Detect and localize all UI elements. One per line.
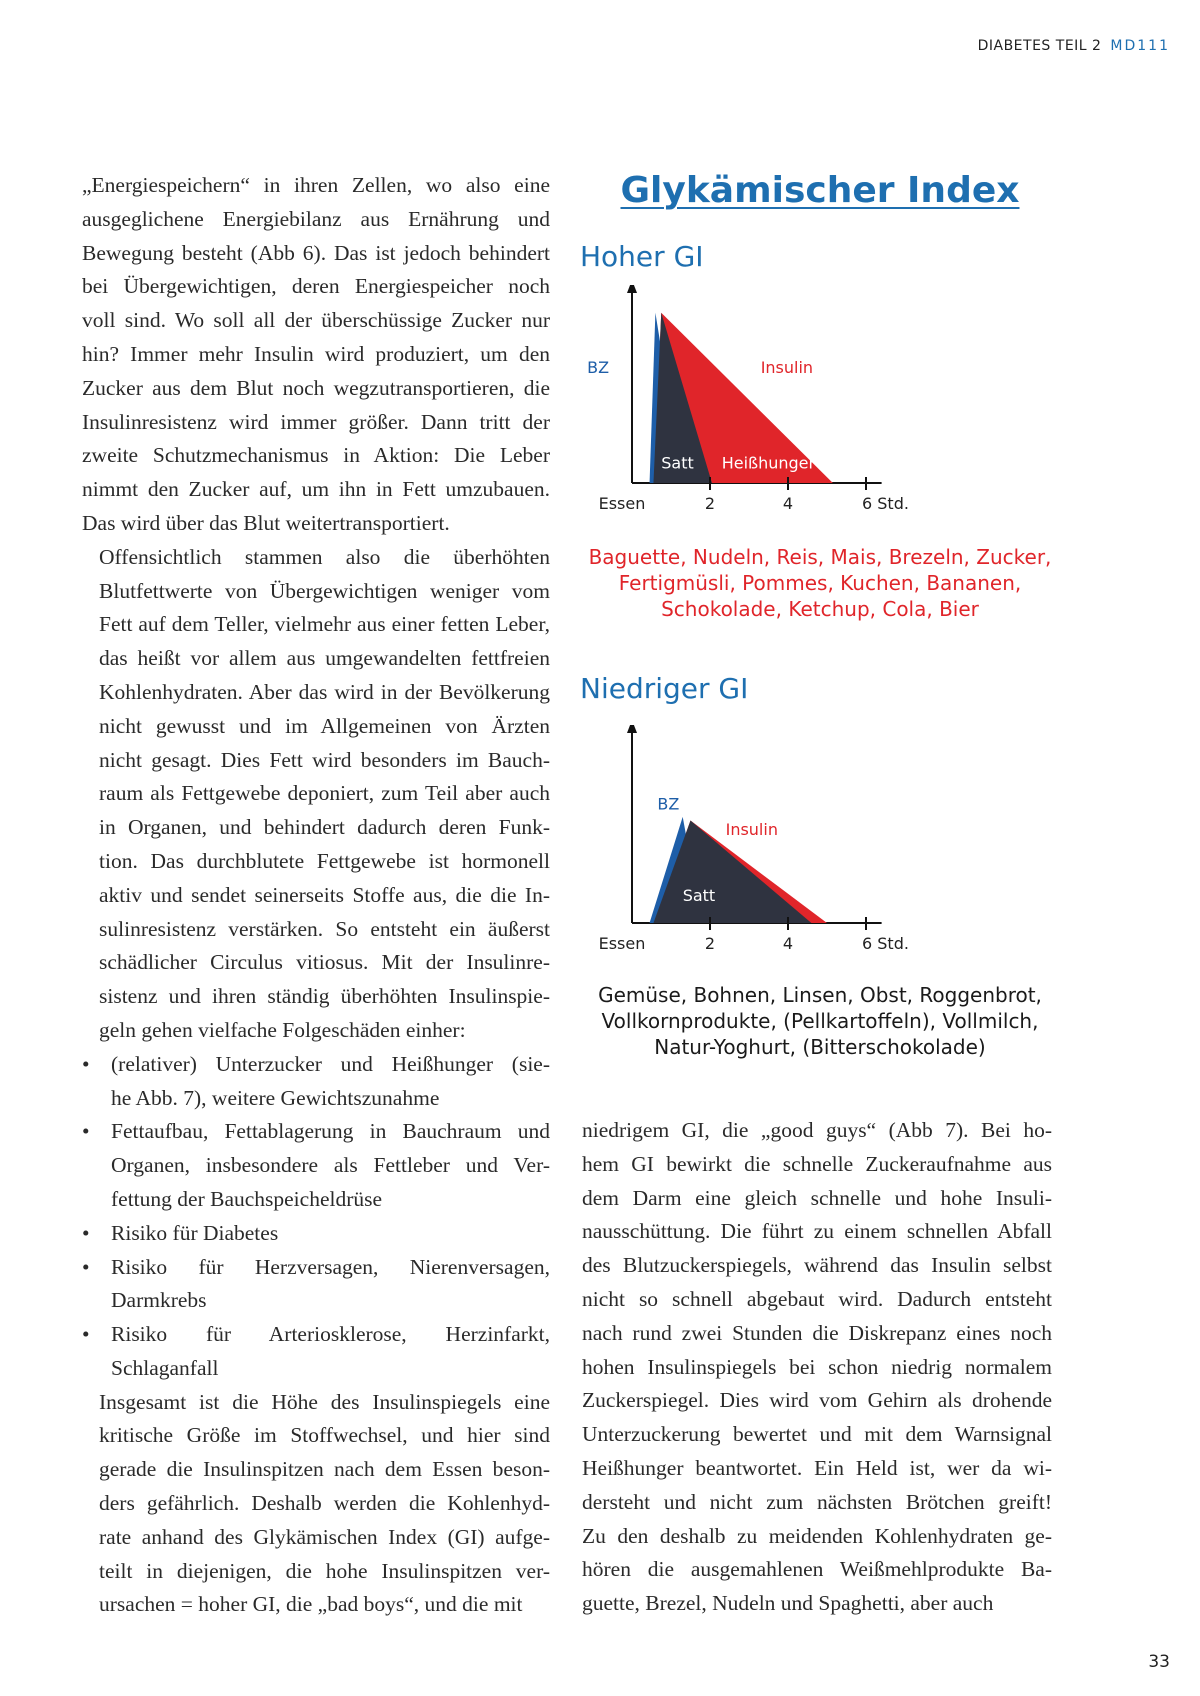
text-line: nicht so schnell abgebaut wird. Dadurch entsteht [582, 1286, 1052, 1311]
text-line: des Blutzuckerspiegels, während das Insulin selbst [582, 1253, 1052, 1278]
chart-high-heading: Hoher GI [580, 240, 704, 273]
text-line: nach rund zwei Stunden die Diskrepanz eines noch [582, 1320, 1052, 1345]
text-line: ursachen = hoher GI, die „bad boys“, und die mit [99, 1592, 523, 1617]
header-section: DIABETES TEIL 2 [977, 38, 1102, 54]
foods-high-gi [580, 544, 1060, 622]
running-header [978, 38, 1170, 54]
glycemic-index-figure [580, 160, 1060, 1060]
text-line: aktiv und sendet seinerseits Stoffe aus, die die In- [99, 882, 550, 907]
text-line: hohen Insulinspiegels bei schon niedrig normalem [582, 1354, 1052, 1379]
list-item-line: • (relativer) Unterzucker und Heißhunger (sie- [111, 1051, 550, 1076]
list-item-line: Schlaganfall [111, 1355, 219, 1380]
right-column [582, 1114, 1052, 1621]
text-line: kritische Größe im Stoffwechsel, und hier sind [99, 1423, 550, 1448]
text-line: Heißhunger beantwortet. Ein Held ist, wer da wi- [582, 1455, 1052, 1480]
text-line: nausschüttung. Die führt zu einem schnellen Abfall [582, 1219, 1052, 1244]
text-line: hem GI bewirkt die schnelle Zuckeraufnahme aus [582, 1151, 1052, 1176]
paragraph-insulin-level [82, 1386, 550, 1623]
text-line: dersteht und nicht zum nächsten Brötchen greift! [582, 1489, 1052, 1514]
paragraph-good-guys [582, 1114, 1052, 1621]
text-line: ders gefährlich. Deshalb werden die Kohlenhyd- [99, 1491, 550, 1516]
bz-label: BZ [657, 794, 680, 814]
paragraph-blood-fat [82, 541, 550, 1048]
text-line: in Organen, und behindert dadurch deren Funk- [99, 815, 550, 840]
text-line: schädlicher Circulus vitiosus. Mit der Insulinre- [99, 950, 550, 975]
food-list-line: Gemüse, Bohnen, Linsen, Obst, Roggenbrot, [598, 983, 1042, 1007]
text-line: Offensichtlich stammen also die überhöhten [99, 544, 550, 569]
list-item-line: • Fettaufbau, Fettablagerung in Bauchraum und [111, 1119, 550, 1144]
list-item [82, 1318, 550, 1386]
text-line: sulinresistenz verstärken. So entsteht ein äußerst [99, 916, 550, 941]
text-line: „Energiespeichern“ in ihren Zellen, wo also eine [82, 173, 550, 197]
text-line: niedrigem GI, die „good guys“ (Abb 7). Bei ho- [582, 1118, 1052, 1142]
list-item-line: Darmkrebs [111, 1288, 207, 1313]
food-list-line: Natur-Yoghurt, (Bitterschokolade) [654, 1035, 986, 1059]
bz-label: BZ [587, 358, 610, 378]
text-line: Zu den deshalb zu meidenden Kohlenhydraten ge- [582, 1523, 1052, 1548]
food-list-line: Baguette, Nudeln, Reis, Mais, Brezeln, Zucker, [588, 545, 1052, 569]
heisshunger-label: Heißhunger [721, 453, 816, 473]
text-line: Das wird über das Blut weitertransportiert. [82, 510, 450, 535]
chart-low-heading: Niedriger GI [580, 672, 749, 705]
list-item-line: fettung der Bauchspeicheldrüse [111, 1186, 383, 1211]
chart-high-gi [580, 285, 1060, 525]
text-line: Fett auf dem Teller, vielmehr aus einer fetten Leber, [99, 612, 550, 637]
text-line: voll sind. Wo soll all der überschüssige Zucker nur [82, 308, 550, 333]
text-line: gerade die Insulinspitzen nach dem Essen beson- [99, 1457, 550, 1482]
text-line: zweite Schutzmechanismus in Aktion: Die Leber [82, 443, 550, 468]
text-line: rate anhand des Glykämischen Index (GI) aufge- [99, 1524, 550, 1549]
text-line: Zucker aus dem Blut noch wegzutransportieren, die [82, 375, 550, 400]
text-line: das heißt vor allem aus umgewandelten fettfreien [99, 646, 550, 671]
text-line: guette, Brezel, Nudeln und Spaghetti, aber auch [582, 1591, 994, 1616]
text-line: nimmt den Zucker auf, um ihn in Fett umzubauen. [82, 477, 550, 502]
list-item [82, 1217, 550, 1251]
text-line: hin? Immer mehr Insulin wird produziert, um den [82, 341, 550, 366]
text-line: hören die ausgemahlenen Weißmehlprodukte Ba- [582, 1557, 1052, 1582]
insulin-label: Insulin [760, 358, 814, 378]
satt-label: Satt [661, 453, 694, 473]
food-list-line: Fertigmüsli, Pommes, Kuchen, Bananen, [618, 571, 1022, 595]
text-line: tion. Das durchblutete Fettgewebe ist hormonell [99, 848, 550, 873]
paragraph-energy [82, 169, 550, 541]
page-number: 33 [1148, 1652, 1170, 1672]
x-tick-label: Essen [598, 934, 646, 953]
y-axis-arrow [627, 725, 637, 733]
chart-low-gi [580, 725, 1060, 965]
foods-low-gi [580, 982, 1060, 1060]
x-tick-label: Essen [598, 494, 646, 513]
text-line: dem Darm eine gleich schnelle und hohe Insuli- [582, 1185, 1052, 1210]
text-line: teilt in diejenigen, die hohe Insulinspitzen ver- [99, 1558, 550, 1583]
x-tick-label: 6 Std. [862, 934, 909, 953]
text-line: raum als Fettgewebe deponiert, zum Teil aber auch [99, 781, 550, 806]
text-line: nicht gesagt. Dies Fett wird besonders im Bauch- [99, 747, 550, 772]
x-tick-label: 2 [704, 494, 716, 513]
y-axis-arrow [627, 285, 637, 293]
x-tick-label: 6 Std. [862, 494, 909, 513]
insulin-label: Insulin [725, 820, 778, 840]
list-item [82, 1251, 550, 1319]
food-list-line: Vollkornprodukte, (Pellkartoffeln), Vollmilch, [601, 1009, 1039, 1033]
text-line: Insulinresistenz wird immer größer. Dann tritt der [82, 409, 550, 434]
text-line: Unterzuckerung bewertet und mit dem Warnsignal [582, 1422, 1052, 1447]
figure-title: Glykämischer Index [620, 170, 1020, 211]
list-item [82, 1048, 550, 1116]
text-line: ausgeglichene Energiebilanz aus Ernährung und [82, 206, 550, 231]
list-item [82, 1115, 550, 1216]
x-tick-label: 2 [704, 934, 716, 953]
x-tick-label: 4 [782, 934, 794, 953]
text-line: sistenz und ihren ständig überhöhten Insulinspie- [99, 984, 550, 1009]
text-line: Zuckerspiegel. Dies wird vom Gehirn als drohende [582, 1388, 1052, 1413]
x-tick-label: 4 [782, 494, 794, 513]
food-list-line: Schokolade, Ketchup, Cola, Bier [661, 597, 979, 621]
text-line: Insgesamt ist die Höhe des Insulinspiegels eine [99, 1389, 550, 1414]
text-line: nicht gewusst und im Allgemeinen von Ärzten [99, 713, 550, 738]
text-line: bei Übergewichtigen, deren Energiespeicher noch [82, 274, 550, 299]
text-line: geln gehen vielfache Folgeschäden einher: [99, 1017, 466, 1042]
text-line: Kohlenhydraten. Aber das wird in der Bevölkerung [99, 679, 550, 704]
header-issue: MD111 [1110, 38, 1170, 54]
text-line: Bewegung besteht (Abb 6). Das ist jedoch behindert [82, 240, 550, 265]
consequences-list [82, 1048, 550, 1386]
list-item-line: • Risiko für Herzversagen, Nierenversagen, [111, 1254, 550, 1279]
list-item-line: • Risiko für Arteriosklerose, Herzinfarkt, [111, 1322, 550, 1347]
satt-label: Satt [682, 886, 716, 906]
text-line: Blutfettwerte von Übergewichtigen weniger vom [99, 578, 550, 603]
list-item-line: Organen, insbesondere als Fettleber und Ver- [111, 1153, 550, 1178]
list-item-line: he Abb. 7), weitere Gewichtszunahme [111, 1085, 440, 1110]
list-item-line: • Risiko für Diabetes [111, 1220, 279, 1245]
left-column [82, 169, 550, 1622]
